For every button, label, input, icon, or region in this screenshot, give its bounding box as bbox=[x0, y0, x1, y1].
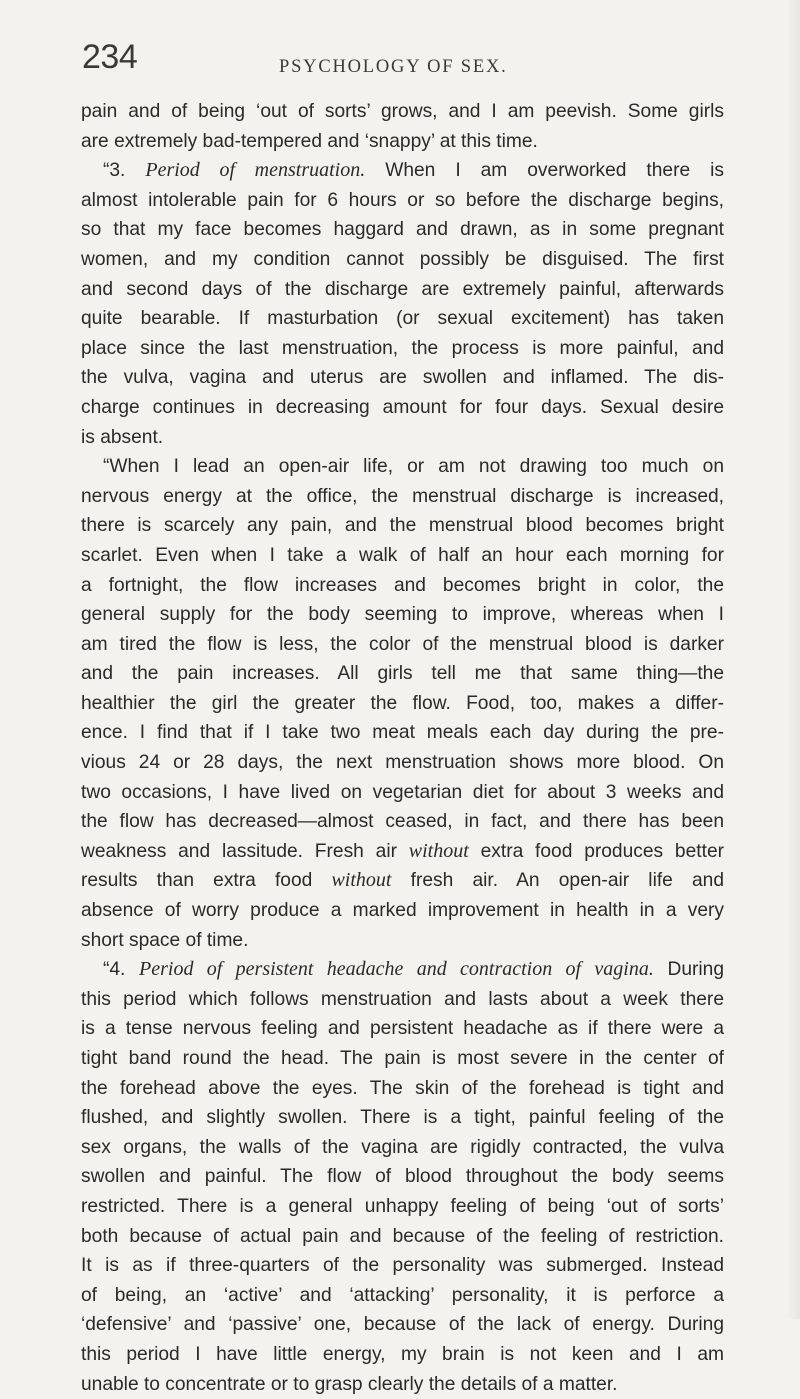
text-line: the forehead above the eyes. The skin of the forehead is tight and bbox=[81, 1077, 724, 1099]
text-line: am tired the flow is less, the color of the menstrual blood is darker bbox=[81, 633, 724, 655]
text-line: the flow has decreased—almost ceased, in fact, and there has been bbox=[81, 811, 724, 833]
text-line: of being, an ‘active’ and ‘attacking’ personality, it is perforce a bbox=[81, 1284, 724, 1306]
text-line: flushed, and slightly swollen. There is a tight, painful feeling of the bbox=[81, 1107, 724, 1129]
page-number: 234 bbox=[82, 38, 138, 76]
emphasis: without bbox=[408, 839, 469, 862]
text-line: there is scarcely any pain, and the menstrual blood becomes bright bbox=[81, 515, 724, 537]
italic-heading: Period of persistent headache and contraction of vagina. bbox=[139, 958, 654, 981]
running-title: PSYCHOLOGY OF SEX. bbox=[279, 57, 508, 77]
text-line: and the pain increases. All girls tell me that same thing—the bbox=[81, 663, 724, 685]
body-text bbox=[81, 97, 724, 1399]
text-line: swollen and painful. The flow of blood throughout the body seems bbox=[81, 1166, 724, 1188]
text-segment: When I am overworked there is bbox=[365, 160, 724, 182]
text-line: tight band round the head. The pain is most severe in the center of bbox=[81, 1048, 724, 1069]
text-line: vious 24 or 28 days, the next menstruation shows more blood. On bbox=[81, 752, 724, 774]
text-line: is absent. bbox=[81, 426, 164, 448]
text-line: It is as if three-quarters of the personality was submerged. Instead bbox=[81, 1255, 724, 1277]
text-line: this period which follows menstruation and lasts about a week there bbox=[81, 988, 724, 1010]
text-line: scarlet. Even when I take a walk of half an hour each morning for bbox=[81, 544, 724, 566]
text-line: almost intolerable pain for 6 hours or so before the discharge begins, bbox=[81, 189, 724, 211]
text-line: and second days of the discharge are extremely painful, afterwards bbox=[81, 278, 724, 300]
text-line: nervous energy at the office, the menstrual discharge is increased, bbox=[81, 485, 724, 507]
text-line: ‘defensive’ and ‘passive’ one, because of the lack of energy. During bbox=[81, 1314, 724, 1336]
text-line: unable to concentrate or to grasp clearly the details of a matter. bbox=[81, 1373, 618, 1395]
text-line: “When I lead an open-air life, or am not drawing too much on bbox=[103, 456, 724, 478]
text-line: sex organs, the walls of the vagina are rigidly contracted, the vulva bbox=[81, 1136, 724, 1158]
text-line: both because of actual pain and because of the feeling of restriction. bbox=[81, 1225, 724, 1247]
text-line: weakness and lassitude. Fresh air without extra food produces better bbox=[81, 839, 725, 862]
text-segment: “4. bbox=[103, 959, 140, 981]
text-segment: “3. bbox=[103, 160, 146, 182]
text-line: two occasions, I have lived on vegetarian diet for about 3 weeks and bbox=[81, 781, 724, 803]
text-line: pain and of being ‘out of sorts’ grows, and I am peevish. Some girls bbox=[81, 101, 724, 122]
text-line: place since the last menstruation, the process is more painful, and bbox=[81, 337, 724, 359]
text-line: general supply for the body seeming to improve, whereas when I bbox=[81, 604, 724, 626]
text-line: this period I have little energy, my brain is not keen and I am bbox=[81, 1343, 724, 1365]
text-line: the vulva, vagina and uterus are swollen and inflamed. The dis- bbox=[81, 367, 724, 389]
text-line: restricted. There is a general unhappy feeling of being ‘out of sorts’ bbox=[81, 1195, 724, 1217]
text-line: a fortnight, the flow increases and becomes bright in color, the bbox=[81, 574, 724, 596]
running-head bbox=[82, 38, 742, 78]
text-line: healthier the girl the greater the flow. Food, too, makes a differ- bbox=[81, 692, 724, 714]
text-line: absence of worry produce a marked improvement in health in a very bbox=[81, 900, 724, 922]
emphasis: without bbox=[331, 869, 392, 892]
italic-heading: Period of menstruation. bbox=[145, 159, 366, 182]
text-line: results than extra food without fresh air. An open-air life and bbox=[81, 869, 724, 892]
text-line: so that my face becomes haggard and drawn, as in some pregnant bbox=[81, 219, 724, 241]
page-edge-shadow bbox=[786, 0, 800, 1319]
text-line: ence. I find that if I take two meat meals each day during the pre- bbox=[81, 722, 724, 744]
text-line: are extremely bad-tempered and ‘snappy’ at this time. bbox=[81, 130, 538, 152]
text-line: is a tense nervous feeling and persistent headache as if there were a bbox=[81, 1018, 724, 1040]
text-line: women, and my condition cannot possibly be disguised. The first bbox=[81, 248, 724, 270]
text-line: quite bearable. If masturbation (or sexual excitement) has taken bbox=[81, 308, 724, 330]
text-line: short space of time. bbox=[81, 929, 249, 951]
text-line bbox=[81, 955, 724, 985]
text-segment: During bbox=[653, 959, 724, 981]
text-line bbox=[81, 156, 724, 186]
text-line: charge continues in decreasing amount for four days. Sexual desire bbox=[81, 396, 724, 418]
